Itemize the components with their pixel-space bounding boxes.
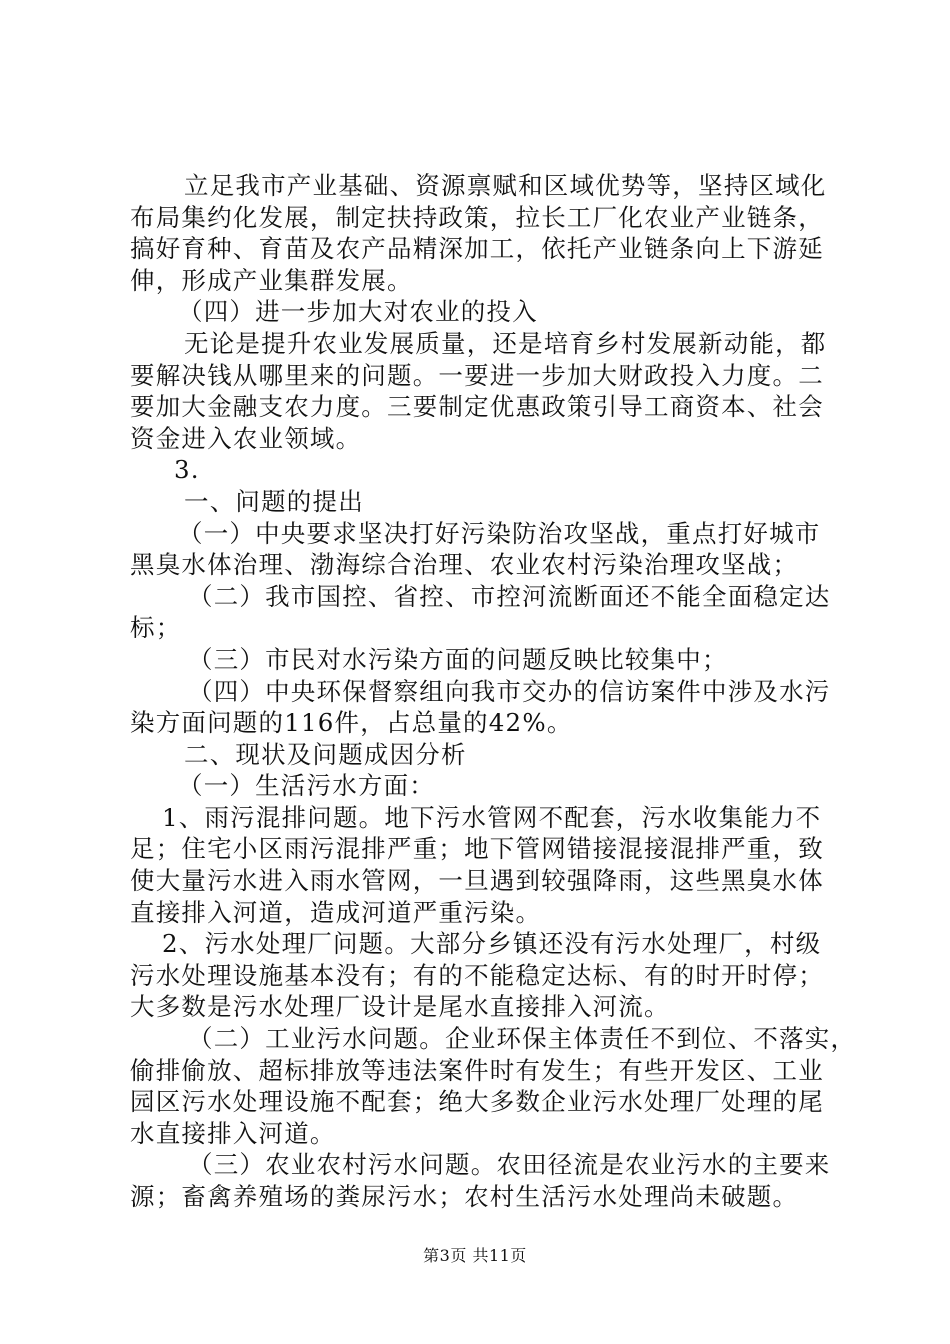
paragraph-line: 立足我市产业基础、资源禀赋和区域优势等，坚持区域化 xyxy=(184,171,827,200)
paragraph-line: 直接排入河道，造成河道严重污染。 xyxy=(130,897,542,927)
paragraph-line: 1、雨污混排问题。地下污水管网不配套，污水收集能力不 xyxy=(162,802,822,832)
subsection-heading: （一）生活污水方面： xyxy=(178,771,435,801)
paragraph-line: 无论是提升农业发展质量，还是培育乡村发展新动能，都 xyxy=(184,328,827,358)
paragraph-line: 搞好育种、育苗及农产品精深加工，依托产业链条向上下游延 xyxy=(130,234,824,264)
paragraph-line: 园区污水处理设施不配套；绝大多数企业污水处理厂处理的尾 xyxy=(130,1087,824,1117)
paragraph-line: 源；畜禽养殖场的粪尿污水；农村生活污水处理尚未破题。 xyxy=(130,1182,799,1211)
document-body xyxy=(130,170,857,1213)
section-heading: 二、现状及问题成因分析 xyxy=(184,739,467,769)
paragraph-line: 大多数是污水处理厂设计是尾水直接排入河流。 xyxy=(130,992,670,1022)
paragraph-line: （四）中央环保督察组向我市交办的信访案件中涉及水污 xyxy=(188,676,831,706)
section-number: 3. xyxy=(174,455,200,485)
section-heading: 一、问题的提出 xyxy=(184,486,364,516)
section-heading: （四）进一步加大对农业的投入 xyxy=(178,297,538,327)
paragraph-line: 黑臭水体治理、渤海综合治理、农业农村污染治理攻坚战； xyxy=(130,550,799,580)
paragraph-line: 偷排偷放、超标排放等违法案件时有发生；有些开发区、工业 xyxy=(130,1055,824,1085)
paragraph-line: 布局集约化发展，制定扶持政策，拉长工厂化农业产业链条， xyxy=(130,202,824,232)
paragraph-line: 水直接排入河道。 xyxy=(130,1118,336,1148)
paragraph-line: 使大量污水进入雨水管网，一旦遇到较强降雨，这些黑臭水体 xyxy=(130,866,824,896)
paragraph-line: （三）农业农村污水问题。农田径流是农业污水的主要来 xyxy=(188,1150,831,1180)
paragraph-line: 2、污水处理厂问题。大部分乡镇还没有污水处理厂，村级 xyxy=(162,929,822,959)
paragraph-line: 标； xyxy=(130,613,182,643)
paragraph-line: 伸，形成产业集群发展。 xyxy=(130,265,413,295)
paragraph-line: 资金进入农业领域。 xyxy=(130,423,362,453)
paragraph-line: 要解决钱从哪里来的问题。一要进一步加大财政投入力度。二 xyxy=(130,360,824,390)
paragraph-line: （二）工业污水问题。企业环保主体责任不到位、不落实， xyxy=(188,1024,857,1054)
paragraph-line: （二）我市国控、省控、市控河流断面还不能全面稳定达 xyxy=(188,581,831,611)
paragraph-line: （三）市民对水污染方面的问题反映比较集中； xyxy=(188,644,728,674)
paragraph-line: （一）中央要求坚决打好污染防治攻坚战，重点打好城市 xyxy=(178,518,821,548)
paragraph-line: 要加大金融支农力度。三要制定优惠政策引导工商资本、社会 xyxy=(130,392,824,422)
page-footer: 第3页 共11页 xyxy=(423,1246,527,1265)
paragraph-line: 染方面问题的116件，占总量的42%。 xyxy=(130,708,573,738)
paragraph-line: 污水处理设施基本没有；有的不能稳定达标、有的时开时停； xyxy=(130,960,824,990)
paragraph-line: 足；住宅小区雨污混排严重；地下管网错接混接混排严重，致 xyxy=(130,834,824,864)
